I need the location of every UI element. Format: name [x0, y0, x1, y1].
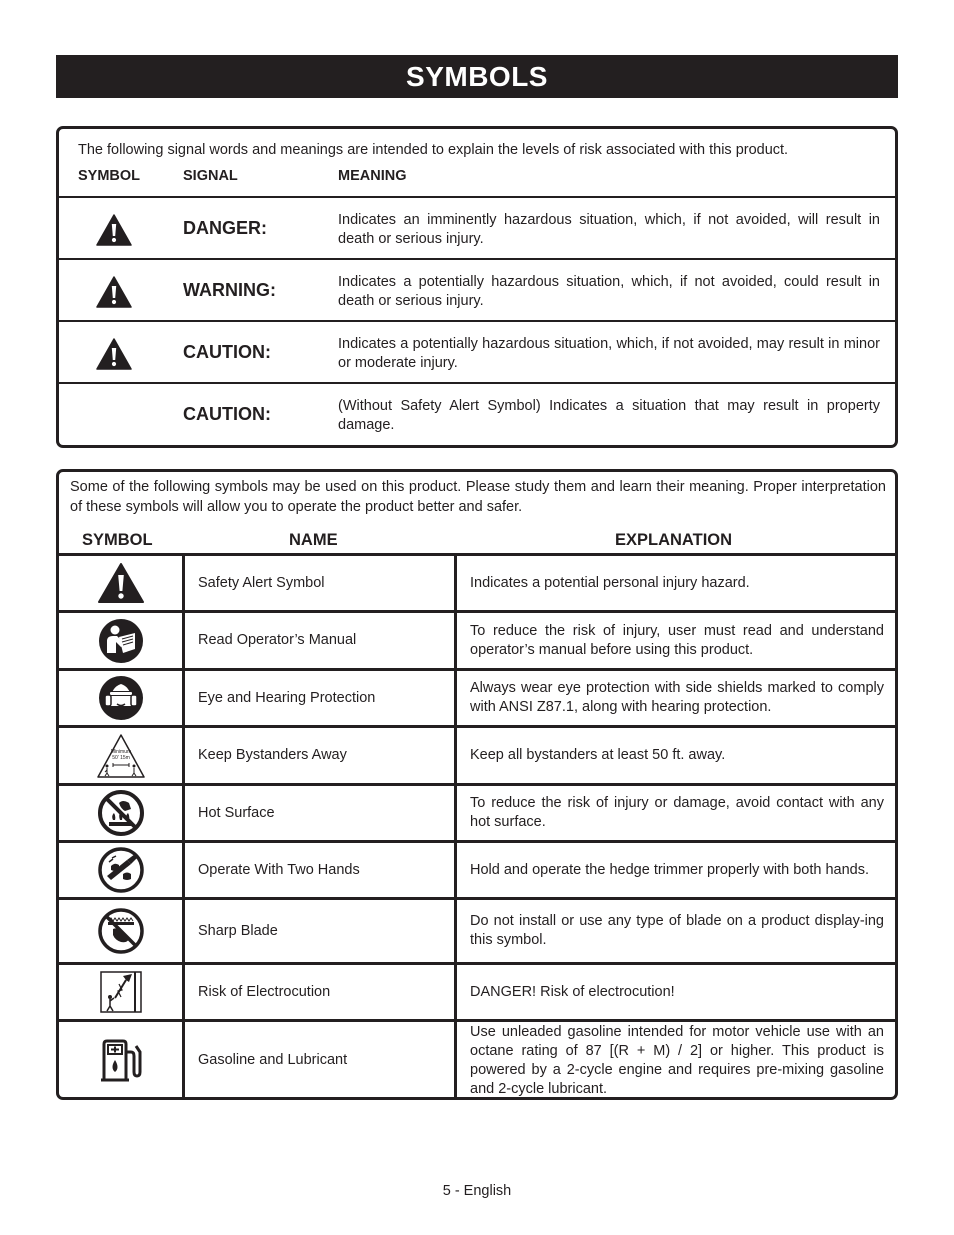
table-row	[58, 842, 897, 899]
symbol-name: Read Operator’s Manual	[184, 612, 456, 670]
electrocution-icon	[99, 970, 143, 1014]
bystander-icon-line-2: 50’ 15m	[111, 754, 130, 761]
gasoline-pump-icon	[98, 1038, 144, 1084]
signal-words-box	[56, 126, 898, 448]
warning-triangle-icon	[96, 214, 132, 246]
symbol-name: Safety Alert Symbol	[184, 555, 456, 612]
signal-row-caution	[59, 320, 895, 382]
read-manual-icon	[97, 617, 145, 665]
page-footer: 5 - English	[442, 1183, 512, 1199]
symbol-name: Sharp Blade	[184, 899, 456, 964]
symbol-explanation: To reduce the risk of injury, user must read and understand operator’s manual before using this product.	[456, 612, 897, 670]
symbol-explanation: Keep all bystanders at least 50 ft. away.	[456, 727, 897, 785]
signal-row-warning	[59, 258, 895, 320]
symbol-name: Keep Bystanders Away	[184, 727, 456, 785]
symbol-explanation: Hold and operate the hedge trimmer properly with both hands.	[456, 842, 897, 899]
symbol-explanation: Indicates a potential personal injury hazard.	[456, 555, 897, 612]
table-row	[58, 899, 897, 964]
symbol-cell	[58, 785, 184, 842]
symbol-cell	[58, 670, 184, 727]
symbol-name: Operate With Two Hands	[184, 842, 456, 899]
signal-word: DANGER:	[183, 218, 267, 238]
signal-row-danger	[59, 196, 895, 258]
symbol-explanation: To reduce the risk of injury or damage, avoid contact with any hot surface.	[456, 785, 897, 842]
table-row	[58, 670, 897, 727]
symbol-explanation: DANGER! Risk of electrocution!	[456, 964, 897, 1021]
symbol-cell	[58, 555, 184, 612]
symbols-header-name: NAME	[289, 531, 338, 549]
signal-meaning: (Without Safety Alert Symbol) Indicates a situation that may result in property damage.	[338, 398, 880, 433]
symbol-name: Eye and Hearing Protection	[184, 670, 456, 727]
table-row	[58, 964, 897, 1021]
symbols-intro: Some of the following symbols may be used on this product. Please study them and learn their meaning. Proper interpretation of these symbols will allow you to operate the product better and safer.	[70, 479, 886, 515]
signal-word: CAUTION:	[183, 404, 271, 424]
signal-meaning: Indicates a potentially hazardous situation, which, if not avoided, could result in death or serious injury.	[338, 274, 880, 309]
sharp-blade-icon	[97, 907, 145, 955]
symbol-cell	[58, 727, 184, 785]
symbols-header-symbol: SYMBOL	[82, 531, 153, 549]
product-symbols-box	[56, 469, 898, 1100]
warning-triangle-icon	[96, 276, 132, 308]
symbol-cell	[58, 842, 184, 899]
symbol-cell	[58, 1021, 184, 1101]
hot-surface-icon	[97, 789, 145, 837]
symbol-explanation: Do not install or use any type of blade on a product display-ing this symbol.	[456, 899, 897, 964]
signal-header-symbol: SYMBOL	[78, 168, 141, 184]
signal-row-caution-no-symbol	[59, 382, 895, 444]
two-hands-icon	[97, 846, 145, 894]
signal-intro: The following signal words and meanings are intended to explain the levels of risk associated with this product.	[78, 142, 789, 158]
eye-hearing-protection-icon	[97, 674, 145, 722]
symbol-explanation: Use unleaded gasoline intended for motor vehicle use with an octane rating of 87 [(R + M) / 2] or higher. This product is powered by a 2-cycle engine and requires pre-mixing gasoline and 2-cycle lubricant.	[456, 1021, 897, 1101]
symbol-name: Hot Surface	[184, 785, 456, 842]
table-row	[58, 1021, 897, 1101]
signal-meaning: Indicates a potentially hazardous situation, which, if not avoided, may result in minor or moderate injury.	[338, 336, 880, 371]
signal-word: CAUTION:	[183, 342, 271, 362]
symbol-name: Risk of Electrocution	[184, 964, 456, 1021]
table-row	[58, 555, 897, 612]
symbol-explanation: Always wear eye protection with side shields marked to comply with ANSI Z87.1, along with hearing protection.	[456, 670, 897, 727]
signal-word: WARNING:	[183, 280, 276, 300]
bystander-icon-line-1: Minimum	[110, 748, 131, 755]
symbol-cell	[58, 964, 184, 1021]
symbols-table	[56, 553, 898, 1100]
safety-alert-icon	[97, 562, 145, 604]
warning-triangle-icon	[96, 338, 132, 370]
table-row	[58, 785, 897, 842]
symbol-cell	[58, 899, 184, 964]
signal-meaning: Indicates an imminently hazardous situation, which, if not avoided, will result in death or serious injury.	[338, 212, 880, 247]
table-row	[58, 727, 897, 785]
signal-header-meaning: MEANING	[338, 168, 407, 184]
symbols-header-explanation: EXPLANATION	[615, 531, 733, 549]
keep-bystanders-away-icon	[96, 733, 146, 779]
table-row	[58, 612, 897, 670]
page-title: SYMBOLS	[56, 55, 898, 98]
symbol-name: Gasoline and Lubricant	[184, 1021, 456, 1101]
signal-header-signal: SIGNAL	[183, 168, 238, 184]
symbol-cell	[58, 612, 184, 670]
